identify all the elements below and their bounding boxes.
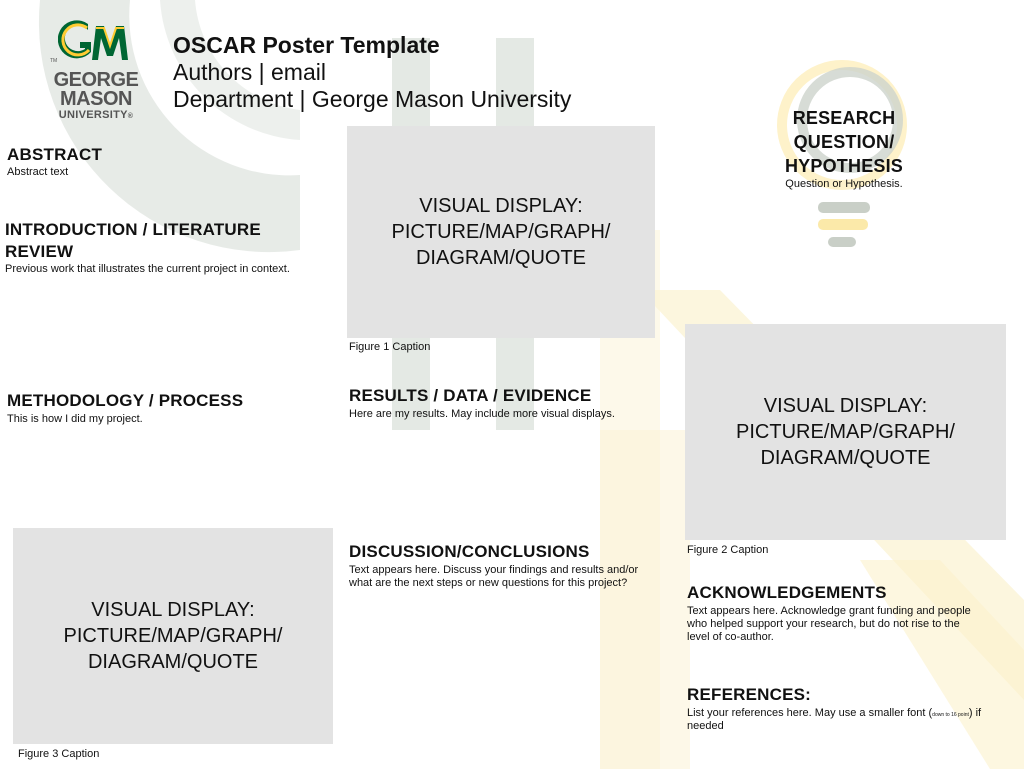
discussion-text-line1: Text appears here. Discuss your findings and results and/or bbox=[349, 564, 639, 576]
introduction-text: Previous work that illustrates the current project in context. bbox=[5, 263, 290, 275]
poster-authors: Authors | email bbox=[173, 59, 326, 85]
visual-display-3-line1: VISUAL DISPLAY: bbox=[91, 599, 255, 621]
methodology-heading: METHODOLOGY / PROCESS bbox=[7, 391, 244, 410]
acknowledgements-text-line3: level of co-author. bbox=[687, 631, 774, 643]
poster-department: Department | George Mason University bbox=[173, 86, 572, 112]
discussion-text-line2: what are the next steps or new questions for this project? bbox=[349, 577, 628, 589]
results-text: Here are my results. May include more visual displays. bbox=[349, 408, 615, 420]
research-question-heading-line1: RESEARCH bbox=[792, 108, 896, 128]
visual-display-2-line1: VISUAL DISPLAY: bbox=[763, 395, 928, 417]
visual-display-1-line1: VISUAL DISPLAY: bbox=[419, 195, 583, 217]
acknowledgements-text-line2: who helped support your research, but do not rise to the bbox=[687, 618, 960, 630]
figure-3-caption: Figure 3 Caption bbox=[18, 748, 100, 760]
research-question-heading-line2: QUESTION/ bbox=[793, 132, 895, 152]
references-text-line2: needed bbox=[687, 720, 724, 732]
research-question-heading bbox=[764, 106, 924, 178]
visual-display-3-line3: DIAGRAM/QUOTE bbox=[87, 651, 258, 673]
visual-display-1-line3: DIAGRAM/QUOTE bbox=[415, 247, 586, 269]
gm-monogram-icon bbox=[58, 18, 130, 66]
figure-2-caption: Figure 2 Caption bbox=[687, 544, 769, 556]
visual-display-3-line2: PICTURE/MAP/GRAPH/ bbox=[63, 625, 283, 647]
abstract-heading: ABSTRACT bbox=[7, 145, 103, 164]
references-text-line1 bbox=[687, 707, 981, 722]
acknowledgements-text-line1: Text appears here. Acknowledge grant funding and people bbox=[687, 605, 971, 617]
methodology-text: This is how I did my project. bbox=[7, 413, 143, 425]
visual-display-1 bbox=[347, 126, 655, 338]
logo-registered: ® bbox=[127, 113, 134, 120]
visual-display-2 bbox=[685, 324, 1006, 540]
logo-tm: TM bbox=[50, 58, 58, 64]
research-question-heading-line3: HYPOTHESIS bbox=[784, 156, 904, 176]
visual-display-2-line3: DIAGRAM/QUOTE bbox=[760, 447, 931, 469]
visual-display-3 bbox=[13, 528, 333, 744]
introduction-heading-line1: INTRODUCTION / LITERATURE bbox=[5, 220, 261, 239]
poster-title: OSCAR Poster Template bbox=[173, 32, 440, 58]
introduction-heading-line2: REVIEW bbox=[5, 242, 74, 261]
background-gold-lower bbox=[600, 430, 690, 769]
visual-display-1-line2: PICTURE/MAP/GRAPH/ bbox=[391, 221, 611, 243]
logo-mason: MASON bbox=[60, 88, 132, 110]
discussion-heading: DISCUSSION/CONCLUSIONS bbox=[349, 542, 590, 561]
research-question-text: Question or Hypothesis. bbox=[785, 178, 903, 190]
logo-george: GEORGE bbox=[53, 69, 139, 91]
visual-display-2-text bbox=[736, 393, 955, 471]
visual-display-2-line2: PICTURE/MAP/GRAPH/ bbox=[736, 421, 955, 443]
university-logo bbox=[48, 18, 144, 122]
acknowledgements-heading: ACKNOWLEDGEMENTS bbox=[687, 583, 887, 602]
results-heading: RESULTS / DATA / EVIDENCE bbox=[349, 386, 592, 405]
references-heading: REFERENCES: bbox=[687, 685, 812, 704]
visual-display-3-text bbox=[64, 597, 283, 675]
references-text-before: List your references here. May use a smaller font ( bbox=[687, 707, 933, 719]
references-text-after: ) if bbox=[968, 707, 982, 719]
logo-university bbox=[48, 109, 144, 123]
visual-display-1-text bbox=[392, 193, 611, 271]
figure-1-caption: Figure 1 Caption bbox=[349, 341, 431, 353]
references-text-small: down to 16 point bbox=[932, 712, 969, 718]
logo-university-text: UNIVERSITY bbox=[58, 109, 128, 121]
abstract-text: Abstract text bbox=[7, 166, 69, 178]
